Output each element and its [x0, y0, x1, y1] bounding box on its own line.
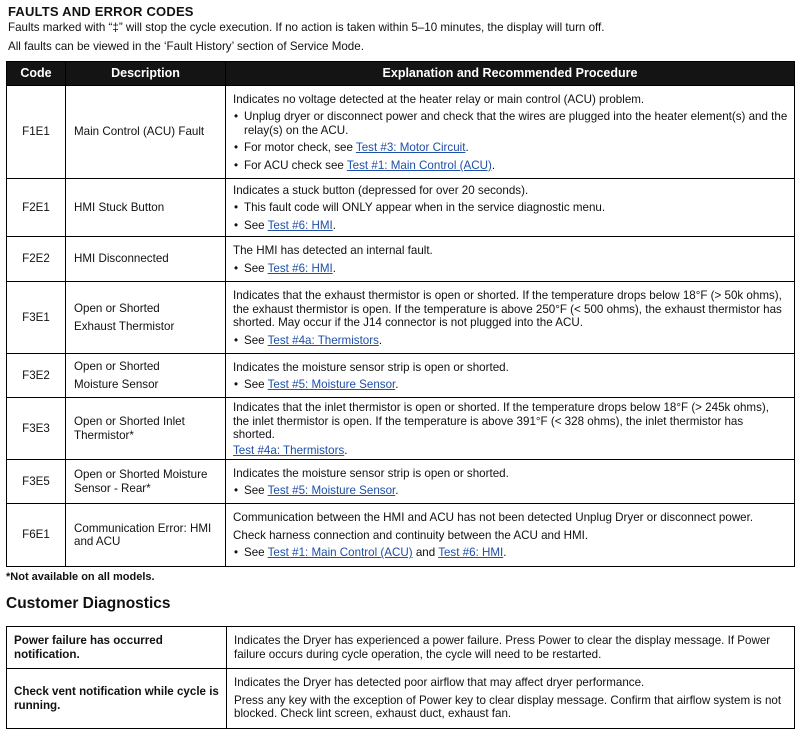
bullet-text: For motor check, see: [244, 141, 356, 155]
test-4a-thermistors-link[interactable]: Test #4a: Thermistors: [267, 333, 379, 347]
explanation-text: Indicates the moisture sensor strip is open or shorted.: [233, 466, 509, 480]
table-row: [7, 669, 795, 729]
explanation-text: Indicates that the inlet thermistor is open or shorted. If the temperature drops below 18°F (> 245k ohms), the inlet thermistor is open. If the temperature is above 391°F (< 328 ohms), the inlet thermistor has shorted.: [233, 401, 769, 441]
test-6-hmi-link[interactable]: Test #6: HMI: [438, 546, 504, 560]
explanation-text: The HMI has detected an internal fault.: [233, 244, 433, 257]
table-row: [7, 86, 795, 179]
bullet-text: See: [244, 546, 268, 560]
bullet-text: See: [244, 333, 268, 347]
description-line: Moisture Sensor: [74, 377, 159, 391]
description-line: Open or Shorted: [74, 302, 160, 315]
bullet-item: [233, 378, 788, 392]
fault-explanation: [226, 86, 795, 179]
fault-explanation: [226, 179, 795, 237]
table-row: [7, 504, 795, 567]
explanation-text: Indicates the Dryer has detected poor airflow that may affect dryer performance.: [234, 676, 645, 690]
test-1-main-control-link[interactable]: Test #1: Main Control (ACU): [267, 546, 413, 560]
diagnostic-condition: Check vent notification while cycle is running.: [7, 669, 227, 729]
fault-explanation: [226, 398, 795, 460]
explanation-text: Press any key with the exception of Power key to clear display message. Confirm that airflow system is not blocked. Check lint screen, exhaust duct, exhaust fan.: [234, 693, 782, 721]
fault-description: HMI Stuck Button: [66, 179, 226, 237]
test-3-motor-circuit-link[interactable]: Test #3: Motor Circuit: [355, 141, 466, 155]
explanation-text: Communication between the HMI and ACU has not been detected Unplug Dryer or disconnect power.: [233, 511, 754, 525]
fault-code: F3E1: [7, 282, 66, 354]
section-title: FAULTS AND ERROR CODES: [8, 4, 194, 19]
bullet-suffix: .: [332, 218, 336, 232]
bullet-suffix: .: [465, 141, 469, 155]
test-6-hmi-link[interactable]: Test #6: HMI: [267, 261, 333, 275]
bullet-item: [233, 159, 788, 173]
intro-line-2: All faults can be viewed in the ‘Fault History’ section of Service Mode.: [8, 40, 364, 53]
column-header-description: Description: [66, 62, 226, 86]
fault-codes-table: [6, 61, 795, 567]
table-row: [7, 237, 795, 282]
bullet-item: [233, 219, 788, 233]
fault-description: Main Control (ACU) Fault: [66, 86, 226, 179]
test-4a-thermistors-link[interactable]: Test #4a: Thermistors: [233, 443, 345, 457]
customer-diagnostics-heading: Customer Diagnostics: [6, 595, 171, 612]
customer-diagnostics-table: [6, 626, 795, 729]
diagnostic-explanation: Indicates the Dryer has experienced a power failure. Press Power to clear the display message. If Power failure occurs during cycle operation, the cycle will need to be restarted.: [227, 627, 795, 669]
table-row: [7, 354, 795, 398]
link-suffix: .: [344, 443, 348, 457]
bullet-item: [233, 334, 788, 348]
column-header-explanation: Explanation and Recommended Procedure: [226, 62, 795, 86]
bullet-item: [233, 141, 788, 155]
fault-description: [66, 354, 226, 398]
intro-line-1: Faults marked with “‡” will stop the cycle execution. If no action is taken within 5–10 minutes, the display will turn off.: [8, 21, 605, 34]
bullet-item: • This fault code will ONLY appear when in the service diagnostic menu.: [233, 201, 788, 215]
link-line: [233, 444, 788, 458]
explanation-text: Indicates the moisture sensor strip is open or shorted.: [233, 360, 509, 374]
table-row: [7, 179, 795, 237]
test-5-moisture-sensor-link[interactable]: Test #5: Moisture Sensor: [267, 484, 396, 497]
bullet-text: See: [244, 484, 268, 497]
diagnostic-condition: Power failure has occurred notification.: [7, 627, 227, 669]
fault-description: Communication Error: HMI and ACU: [66, 504, 226, 567]
bullet-text: See: [244, 218, 268, 232]
fault-explanation: [226, 504, 795, 567]
fault-code: F1E1: [7, 86, 66, 179]
fault-code: F3E2: [7, 354, 66, 398]
bullet-item: [233, 484, 788, 498]
diagnostic-explanation: [227, 669, 795, 729]
explanation-text: Check harness connection and continuity between the ACU and HMI.: [233, 528, 589, 542]
table-row: [7, 460, 795, 504]
table-header-row: [7, 62, 795, 86]
test-1-main-control-link[interactable]: Test #1: Main Control (ACU): [346, 158, 492, 172]
bullet-text: For ACU check see: [244, 158, 347, 172]
fault-description: [66, 282, 226, 354]
test-5-moisture-sensor-link[interactable]: Test #5: Moisture Sensor: [267, 378, 396, 391]
column-header-code: Code: [7, 62, 66, 86]
bullet-suffix: .: [395, 484, 399, 497]
bullet-item: [233, 546, 788, 560]
fault-code: F2E1: [7, 179, 66, 237]
explanation-text: Indicates no voltage detected at the heater relay or main control (ACU) problem.: [233, 92, 645, 106]
bullet-text: See: [244, 378, 268, 391]
bullet-text: and: [412, 546, 439, 560]
bullet-item: • Unplug dryer or disconnect power and check that the wires are plugged into the heater element(s) and the relay(s) on the ACU.: [233, 110, 788, 137]
bullet-suffix: .: [332, 261, 336, 275]
fault-code: F6E1: [7, 504, 66, 567]
fault-description: HMI Disconnected: [66, 237, 226, 282]
description-line: Open or Shorted: [74, 360, 160, 373]
test-6-hmi-link[interactable]: Test #6: HMI: [267, 218, 333, 232]
bullet-text: See: [244, 261, 268, 275]
fault-code: F2E2: [7, 237, 66, 282]
bullet-suffix: .: [491, 158, 496, 172]
bullet-suffix: .: [395, 378, 399, 391]
fault-explanation: [226, 460, 795, 504]
fault-description: Open or Shorted Moisture Sensor - Rear*: [66, 460, 226, 504]
description-line: Exhaust Thermistor: [74, 319, 175, 333]
explanation-text: Indicates that the exhaust thermistor is open or shorted. If the temperature drops below 18°F (> 50k ohms), the exhaust thermistor is open. If the temperature is above 250°F (< 500 ohms), the exhaust thermistor has shorted. May occur if the J14 connector is not plugged into the ACU.: [233, 289, 782, 329]
footnote: *Not available on all models.: [6, 571, 155, 583]
fault-explanation: [226, 237, 795, 282]
bullet-suffix: .: [503, 546, 507, 560]
fault-explanation: [226, 282, 795, 354]
explanation-text: Indicates a stuck button (depressed for over 20 seconds).: [233, 183, 529, 197]
table-row: [7, 398, 795, 460]
fault-description: Open or Shorted Inlet Thermistor*: [66, 398, 226, 460]
fault-explanation: [226, 354, 795, 398]
bullet-suffix: .: [378, 333, 383, 347]
fault-code: F3E5: [7, 460, 66, 504]
table-row: [7, 627, 795, 669]
fault-code: F3E3: [7, 398, 66, 460]
table-row: [7, 282, 795, 354]
bullet-item: [233, 262, 788, 276]
